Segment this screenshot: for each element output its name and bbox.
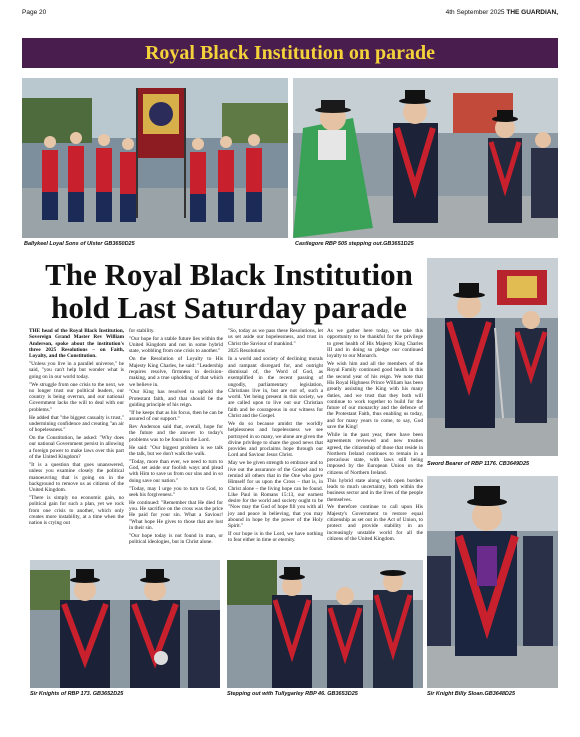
article-column-2 xyxy=(129,328,223,547)
article-paragraph: He added that "the biggest casualty is trust," undermining confidence and creating "an air of hopelessness." xyxy=(29,414,124,434)
article-headline xyxy=(36,258,422,324)
date-text: 4th September 2025 xyxy=(445,9,505,16)
article-paragraph: We do so because amidst the worldly helplessness and hopelessness we see portrayed in so many, we alone are given the divine privilege to share the good news that provides and proclaims hope through our Lord and Saviour Jesus Christ. xyxy=(228,420,323,459)
article-paragraph: "Today, may I urge you to turn to God, to seek his forgiveness." xyxy=(129,485,223,498)
article-paragraph: In a world and society of declining morals and rampant disregard for, and outright dismissal of, the Word of God, as exemplified in the recent passing of ungodly, parliamentary legislation, Christians live in, but are not of, such a world. Yet being present in this society, we are called upon to live out our Christian faith and be courageous in our witness for Christ and the Gospel. xyxy=(228,356,323,420)
article-paragraph: "If he keeps that as his focus, then he can be assured of our support." xyxy=(129,409,223,423)
article-column-3 xyxy=(228,328,323,545)
caption-top-right: Castlegore RBP 505 stepping out.GB3651D25 xyxy=(295,241,414,247)
article-paragraph: On the Resolution of Loyalty to His Majesty King Charles, he said: "Leadership requires resolve, firmness in decision-making, and a true upholding of that which we believe in. xyxy=(129,356,223,388)
article-column-1 xyxy=(29,328,124,528)
article-paragraph: "We struggle from one crisis to the next, we no longer trust our political leaders, our country is being overrun, and our national Government lacks the will to deal with our problems." xyxy=(29,381,124,413)
article-paragraph: "Our hope today is not found in man, or political ideologies, but in Christ alone. xyxy=(129,532,223,546)
headline-line-2: hold Last Saturday parade xyxy=(51,290,407,325)
article-paragraph: While in the past year, there have been agreements reviewed and new treaties agreed, the citizenship of those that reside in Northern Ireland continues to remain in a precarious state, with laws still being imposed by the European Union on the citizens of Northern Ireland. xyxy=(327,431,423,476)
photo-castlegore-parade xyxy=(293,78,558,238)
publication-name: THE GUARDIAN, xyxy=(506,9,558,16)
article-paragraph: This hybrid state along with open borders leads to much uncertainty, both within the business sector and in the lives of the people themselves. xyxy=(327,477,423,503)
banner-title: Royal Black Institution on parade xyxy=(144,41,436,64)
photo-sir-knights-173 xyxy=(30,560,220,688)
article-paragraph: "It is a question that goes unanswered, unless you examine closely the political manoeuvring that is going on in the background to remove us as citizens of the United Kingdom. xyxy=(29,461,124,494)
photo-tullygarley-parade xyxy=(227,560,423,688)
article-paragraph: On the Constitution, he asked: "Why does our national Government persist in allowing a foreign power to make laws over this part of the United Kingdom? xyxy=(29,435,124,461)
caption-bottom-middle: Stepping out with Tullygarley RBP 46. GB3653D25 xyxy=(227,691,358,697)
caption-bottom-left: Sir Knights of RBP 173. GB3652D25 xyxy=(30,691,124,697)
article-paragraph: As we gather here today, we take this opportunity to be thankful for the privilege to greet health of His Majesty King Charles III and in doing so pledge our continued loyalty to our Monarch. xyxy=(327,328,423,360)
section-banner xyxy=(22,38,558,68)
headline-line-1: The Royal Black Institution xyxy=(45,257,413,292)
article-lead-paragraph: THE head of the Royal Black Institution, Sovereign Grand Master Rev William Anderson, spoke about the institution's three 2025 Resolutions – on Faith, Loyalty, and the Constitution. xyxy=(29,328,124,360)
article-paragraph: He said: "Our biggest problem is we talk the talk, but we don't walk the walk. xyxy=(129,444,223,457)
article-paragraph: Rev Anderson said that, overall, hope for the future and the answer to today's problems was to be found in the Lord. xyxy=(129,424,223,443)
photo-sword-bearer xyxy=(427,258,558,456)
article-paragraph: "Our King has resolved to uphold the Protestant faith, and that should be the guiding principle of his reign. xyxy=(129,389,223,409)
caption-bottom-right: Sir Knight Billy Sloan.GB3648D25 xyxy=(427,691,516,697)
caption-top-left: Ballykeel Loyal Sons of Ulster GB3650D25 xyxy=(24,241,135,247)
photo-billy-sloan xyxy=(427,476,558,688)
article-paragraph: He continued: "Remember that He died for you. He sacrifice on the cross was the price He paid for your sin. What a Saviour! "What hope He gives to those that are lost in their sin. xyxy=(129,499,223,531)
article-paragraph: May we be given strength to embrace and to live out the assurance of the Gospel and to remind all others that in the One who gave Himself for us upon the Cross – that is, in Christ alone – the living hope can be found. Like Paul in Romans 15:13, our earnest desire for the world and society ought to be "Now may the God of hope fill you with all joy and peace in believing, that you may abound in hope by the power of the Holy Spirit." xyxy=(228,460,323,530)
article-paragraph: If our hope is in the Lord, we have nothing to fear either in time or eternity. xyxy=(228,531,323,544)
article-paragraph: for stability. xyxy=(129,328,155,334)
article-paragraph: "Our hope for a stable future lies within the United Kingdom and not in some hybrid state, wobbling from one crisis to another." xyxy=(129,335,223,355)
article-paragraph: "Today, more than ever, we need to turn to God, set aside our foolish ways and plead with Him to save us from our sins and in so doing save our nation." xyxy=(129,458,223,484)
article-subheading: 2025 Resolutions xyxy=(228,348,265,355)
page-header xyxy=(22,6,558,20)
article-paragraph: "Unless you live in a parallel universe," he said, "you can't help but wonder what is going on in our world today. xyxy=(29,361,124,380)
article-paragraph: "So, today as we pass these Resolutions, let us set aside our hopelessness, and trust in Christ the Saviour of mankind." xyxy=(228,328,323,347)
article-paragraph: "There is simply no economic gain, no political gain for such a plan, yet we rock from one crisis to another, which only creates more instability, at a time when the nation is crying out xyxy=(29,494,124,527)
caption-right-middle: Sword Bearer of RBP 1176. CB3649D25 xyxy=(427,461,530,467)
page-number: Page 20 xyxy=(22,9,47,16)
issue-date xyxy=(446,9,558,16)
article-column-4 xyxy=(327,328,423,544)
photo-band-parade xyxy=(22,78,288,238)
article-paragraph: We therefore continue to call upon His Majesty's Government to restore equal citizenship as set out in the Act of Union, to protect and provide stability in an increasingly unstable world for all the citizens of the United Kingdom. xyxy=(327,504,423,542)
article-paragraph: We wish him and all the members of the Royal Family continued good health in this the second year of his reign. We note that His Royal Highness Prince William has been greatly assisting the King with his many duties, and we trust that they both will continue to work together to build for the future of our monarchy and the defence of the Protestant Faith, thus enabling us today, and for many years to come, to say, God save the King! xyxy=(327,361,423,431)
